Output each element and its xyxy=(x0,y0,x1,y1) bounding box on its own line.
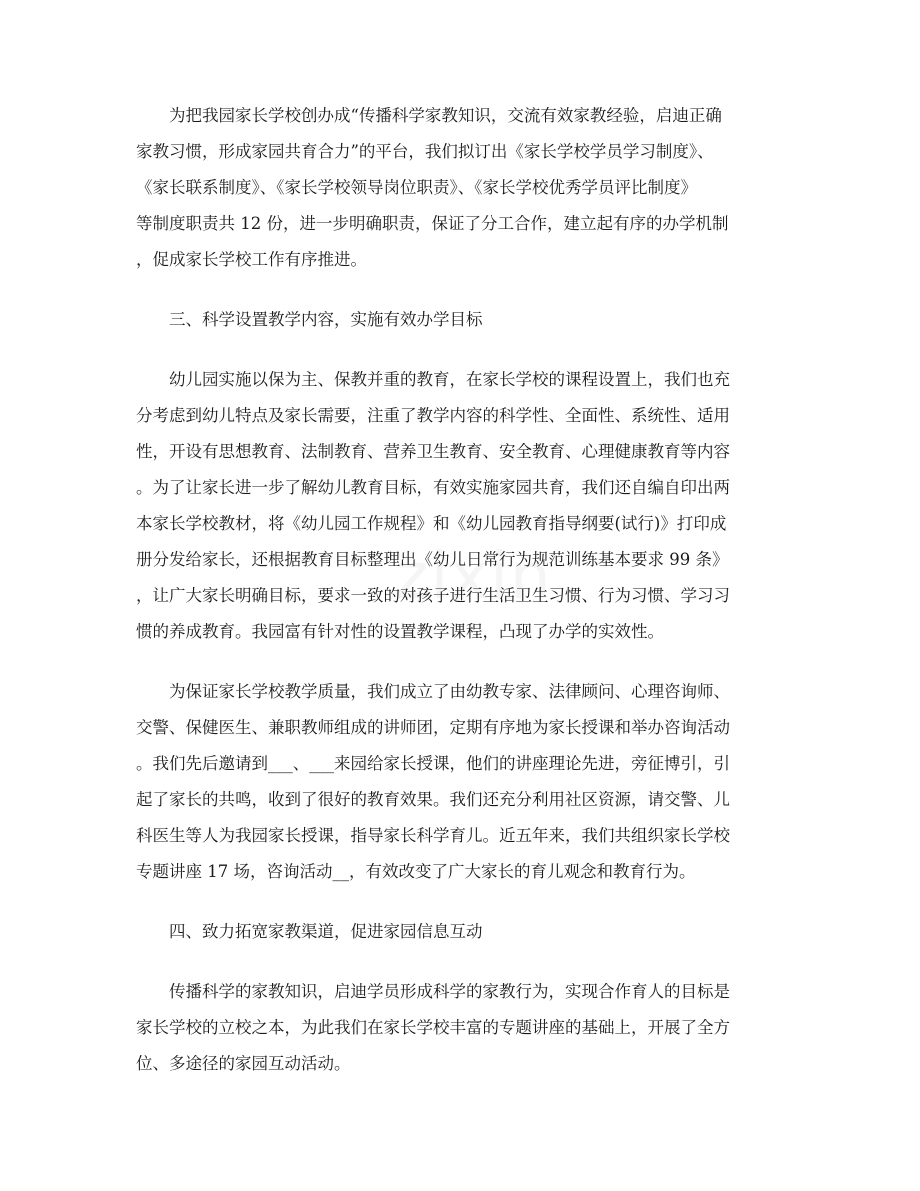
paragraph xyxy=(136,362,788,650)
text-line: 册分发给家长，还根据教育目标整理出《幼儿日常行为规范训练基本要求 99 条》 xyxy=(136,550,729,569)
text-line: ，让广大家长明确目标，要求一致的对孩子进行生活卫生习惯、行为习惯、学习习 xyxy=(136,586,730,605)
text-line: 为把我园家长学校创办成“传播科学家教知识，交流有效家教经验，启迪正确 xyxy=(169,106,722,125)
section-heading xyxy=(136,302,788,338)
watermark: zixin xyxy=(395,540,553,614)
text-line: 。我们先后邀请到___、___来园给家长授课，他们的讲座理论先进，旁征博引，引 xyxy=(136,754,730,773)
text-line: 惯的养成教育。我园富有针对性的设置教学课程，凸现了办学的实效性。 xyxy=(136,622,664,641)
text-line: 科医生等人为我园家长授课，指导家长科学育儿。近五年来，我们共组织家长学校 xyxy=(136,826,730,845)
paragraph xyxy=(136,98,788,278)
text-line: 幼儿园实施以保为主、保教并重的教育，在家长学校的课程设置上，我们也充 xyxy=(169,370,730,389)
text-line: 家长学校的立校之本，为此我们在家长学校丰富的专题讲座的基础上，开展了全方 xyxy=(136,1018,730,1037)
text-line: 分考虑到幼儿特点及家长需要，注重了教学内容的科学性、全面性、系统性、适用 xyxy=(136,406,730,425)
text-line: 位、多途径的家园互动活动。 xyxy=(136,1054,351,1073)
text-line: 四、致力拓宽家教渠道，促进家园信息互动 xyxy=(169,922,483,941)
paragraph xyxy=(136,674,788,890)
text-line: 为保证家长学校教学质量，我们成立了由幼教专家、法律顾问、心理咨询师、 xyxy=(169,682,730,701)
text-line: 交警、保健医生、兼职教师组成的讲师团，定期有序地为家长授课和举办咨询活动 xyxy=(136,718,730,737)
text-line: 家教习惯，形成家园共育合力”的平台，我们拟订出《家长学校学员学习制度》、 xyxy=(136,142,714,161)
text-line: 传播科学的家教知识，启迪学员形成科学的家教行为，实现合作育人的目标是 xyxy=(169,982,730,1001)
text-line: 本家长学校教材，将《幼儿园工作规程》和《幼儿园教育指导纲要(试行)》打印成 xyxy=(136,514,727,533)
text-line: 专题讲座 17 场，咨询活动__，有效改变了广大家长的育儿观念和教育行为。 xyxy=(136,862,696,881)
text-line: 三、科学设置教学内容，实施有效办学目标 xyxy=(169,310,483,329)
section-heading xyxy=(136,914,788,950)
text-line: 起了家长的共鸣，收到了很好的教育效果。我们还充分利用社区资源，请交警、儿 xyxy=(136,790,730,809)
paragraph xyxy=(136,974,788,1082)
document-body xyxy=(136,98,788,1106)
text-line: ，促成家长学校工作有序推进。 xyxy=(136,250,367,269)
text-line: 等制度职责共 12 份，进一步明确职责，保证了分工合作，建立起有序的办学机制 xyxy=(136,214,729,233)
text-line: 《家长联系制度》、《家长学校领导岗位职责》、《家长学校优秀学员评比制度》 xyxy=(136,178,697,197)
text-line: 性，开设有思想教育、法制教育、营养卫生教育、安全教育、心理健康教育等内容 xyxy=(136,442,730,461)
text-line: 。为了让家长进一步了解幼儿教育目标，有效实施家园共育，我们还自编自印出两 xyxy=(136,478,730,497)
